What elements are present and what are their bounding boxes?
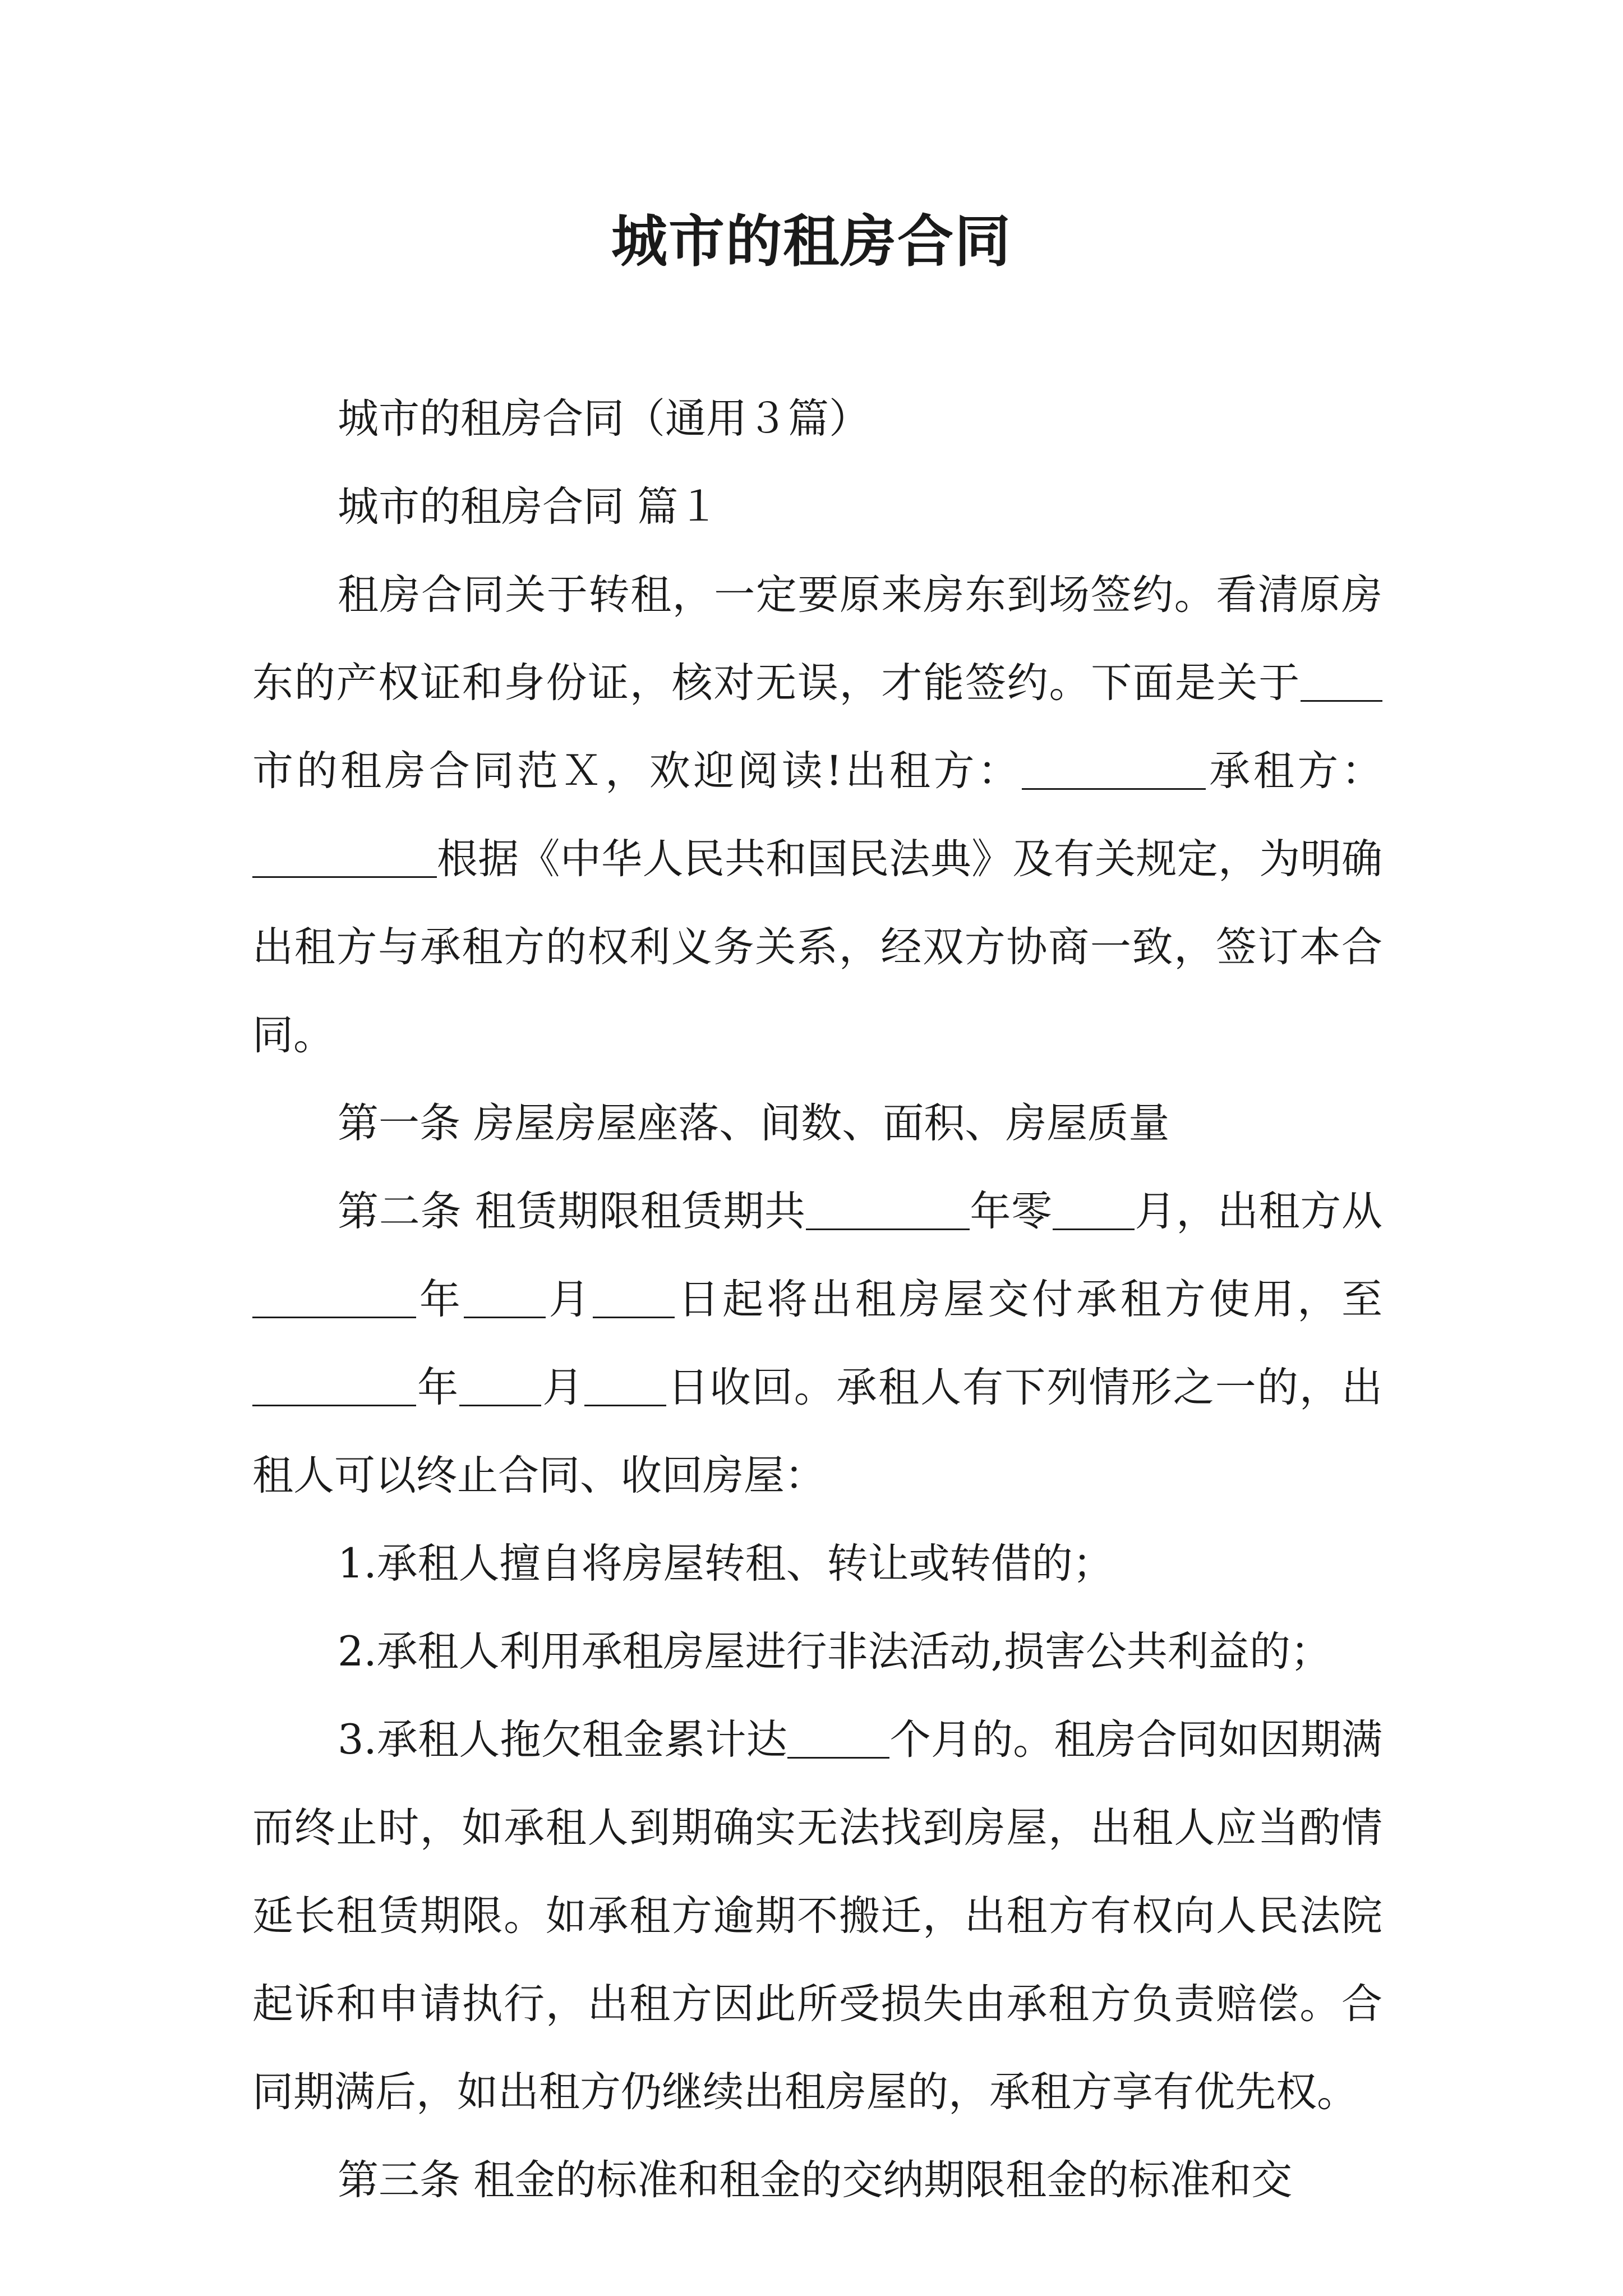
paragraph: [252, 1167, 1382, 1520]
paragraph: 2.承租人利用承租房屋进行非法活动,损害公共利益的；: [338, 1628, 1331, 1676]
fill-in-blank: [252, 835, 437, 878]
paragraph: 城市的租房合同 篇１: [338, 483, 720, 531]
fill-in-blank: [806, 1188, 970, 1230]
fill-in-blank: [593, 1276, 675, 1318]
paragraph-text: 根据《中华人民共和国民法典》及有关规定，为明确出租方与承租方的权利义务关系，经双方协商一致，签订本合同。: [252, 835, 1382, 1059]
fill-in-blank: [252, 1276, 416, 1318]
paragraph: 1.承租人擅自将房屋转租、转让或转借的；: [338, 1540, 1114, 1588]
paragraph: 第一条 房屋房屋座落、间数、面积、房屋质量: [338, 1099, 1170, 1147]
fill-in-blank: [1022, 747, 1206, 790]
paragraph-text: 月: [545, 1276, 593, 1323]
paragraph-text: 日收回。承租人有下列情形之一的，出租人可以终止合同、收回房屋：: [252, 1364, 1383, 1499]
paragraph: [252, 551, 1382, 1079]
paragraph-text: 日起将出租房屋交付承租方使用，至: [675, 1276, 1383, 1323]
fill-in-blank: [459, 1364, 541, 1406]
paragraph-text: 月: [541, 1364, 585, 1411]
paragraph: [252, 1696, 1382, 2136]
paragraph-text: 个月的。租房合同如因期满而终止时，如承租人到期确实无法找到房屋，出租人应当酌情延长租赁期限。如承租方逾期不搬迁，出租方有权向人民法院起诉和申请执行，出租方因此所受损失由承租方负责赔偿。合同期满后，如出租方仍继续出租房屋的，承租方享有优先权。: [252, 1716, 1382, 2116]
paragraph-text: 第二条 租赁期限租赁期共: [338, 1188, 806, 1235]
fill-in-blank: [787, 1716, 890, 1759]
fill-in-blank: [464, 1276, 546, 1318]
paragraph-text: 租房合同关于转租，一定要原来房东到场签约。看清原房东的产权证和身份证，核对无误，才能签约。下面是关于: [252, 571, 1382, 707]
paragraph: 城市的租房合同（通用３篇）: [338, 395, 870, 443]
paragraph-text: 承租方：: [1206, 747, 1382, 795]
paragraph-text: 3.承租人拖欠租金累计达: [338, 1716, 787, 1764]
fill-in-blank: [584, 1364, 666, 1406]
fill-in-blank: [1301, 659, 1382, 702]
paragraph: 第三条 租金的标准和租金的交纳期限租金的标准和交: [338, 2156, 1293, 2204]
paragraph-text: 年: [416, 1364, 460, 1411]
document-body: [252, 375, 1382, 2224]
paragraph-text: 市的租房合同范Ｘ，欢迎阅读!出租方：: [252, 747, 1022, 795]
paragraph-text: 月，出租方从: [1134, 1188, 1383, 1235]
paragraph-text: 年: [416, 1276, 464, 1323]
fill-in-blank: [252, 1364, 416, 1406]
fill-in-blank: [1053, 1188, 1135, 1230]
paragraph-text: 年零: [969, 1188, 1053, 1235]
document-title: 城市的租房合同: [611, 208, 1012, 274]
